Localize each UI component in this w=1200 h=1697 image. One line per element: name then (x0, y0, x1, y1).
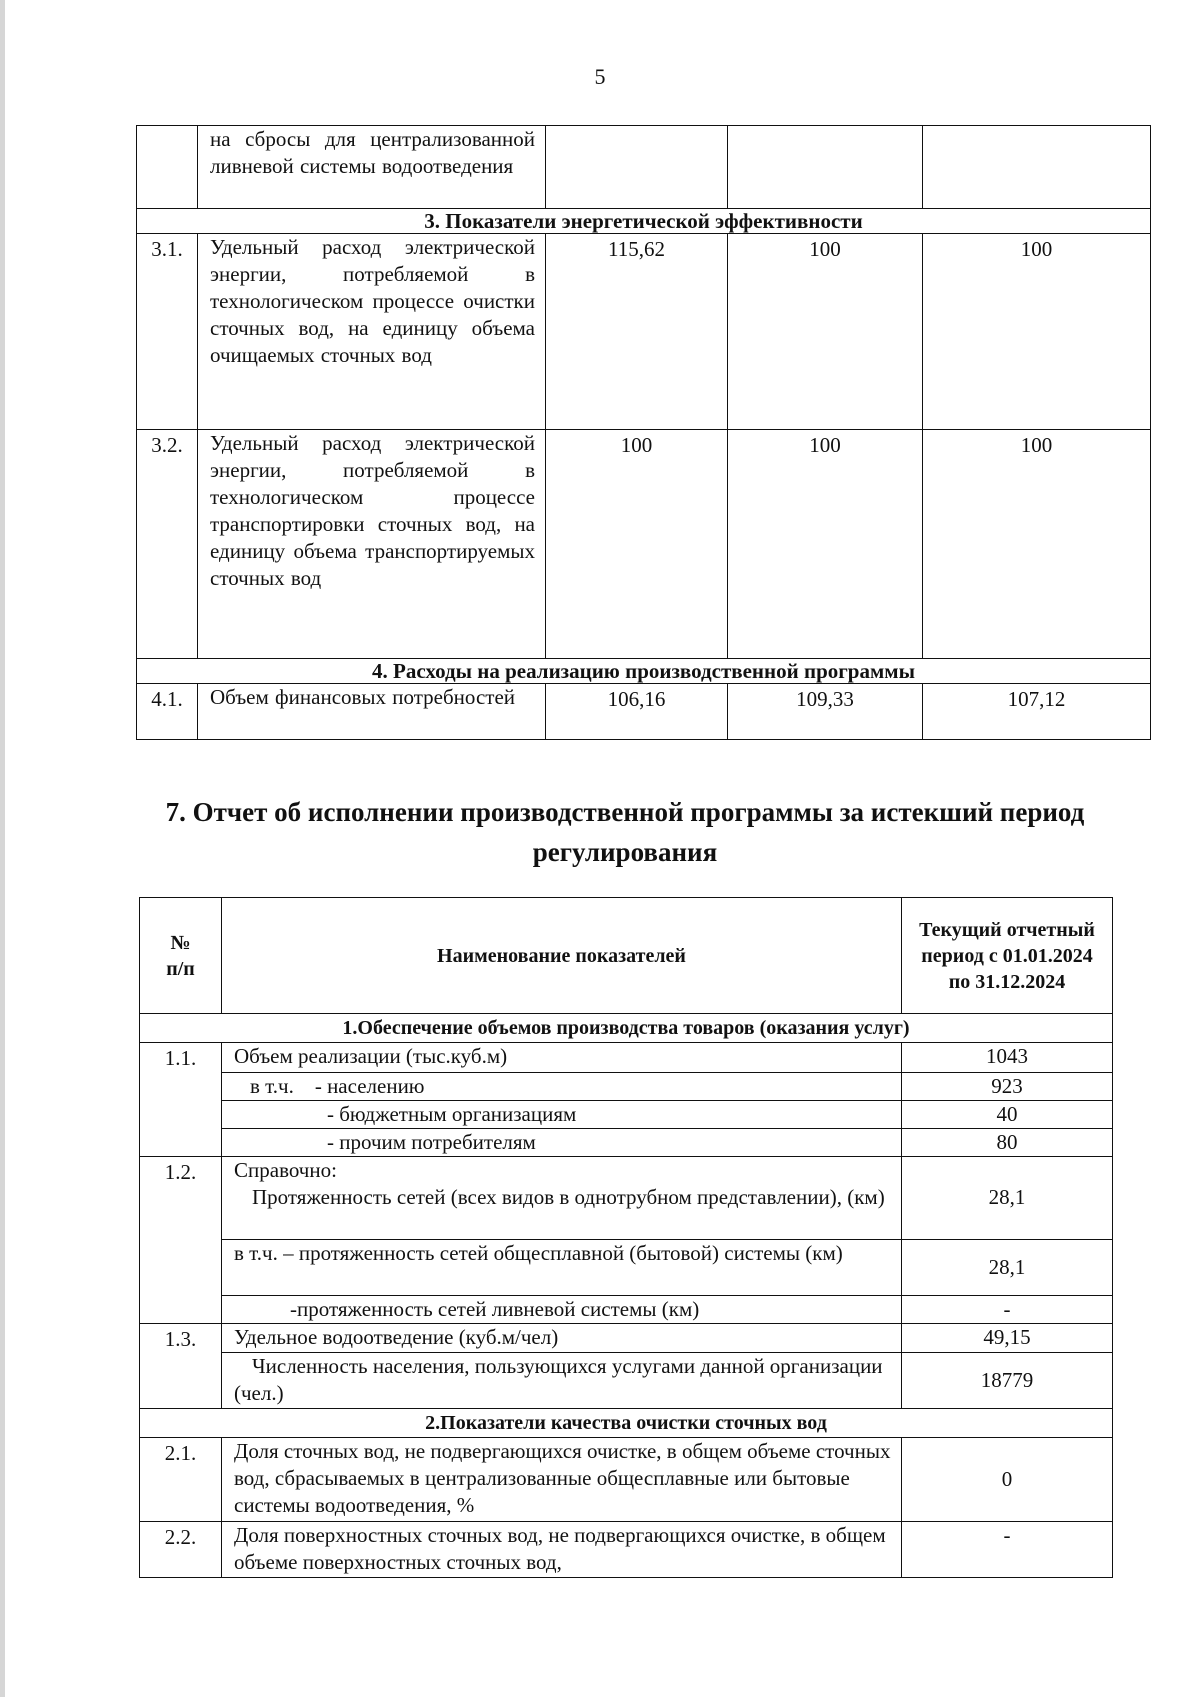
row-number-continuation (140, 1100, 222, 1128)
value-cell: 100 (923, 234, 1151, 430)
value-cell: 0 (902, 1438, 1113, 1522)
row-number: 3.1. (137, 234, 198, 430)
indicator-name: на сбросы для централизованной ливневой системы водоотведения (198, 126, 546, 209)
table-row (137, 684, 1151, 740)
indicator-name: в т.ч. – протяженность сетей общесплавной (бытовой) системы (км) (222, 1239, 902, 1295)
value-cell: 18779 (902, 1353, 1113, 1409)
table-row (140, 1156, 1113, 1239)
row-number: 2.2. (140, 1522, 222, 1578)
indicator-name-label: Справочно: (234, 1157, 337, 1182)
row-number-continuation (140, 1295, 222, 1323)
row-number: 1.1. (140, 1043, 222, 1073)
table-row (140, 1239, 1113, 1295)
value-cell: 100 (728, 234, 923, 430)
row-number: 1.2. (140, 1156, 222, 1239)
row-number-continuation (140, 1353, 222, 1409)
table-row (140, 1323, 1113, 1353)
indicator-name: -протяженность сетей ливневой системы (км) (222, 1295, 902, 1323)
row-number-continuation (140, 1128, 222, 1156)
indicator-name: Объем реализации (тыс.куб.м) (222, 1043, 902, 1073)
indicator-name: Численность населения, пользующихся услугами данной организации (чел.) (222, 1353, 902, 1409)
value-cell: 80 (902, 1128, 1113, 1156)
indicator-name-detail: Протяженность сетей (всех видов в однотрубном представлении), (км) (252, 1184, 885, 1209)
row-number: 1.3. (140, 1323, 222, 1353)
value-cell: - (902, 1295, 1113, 1323)
value-cell (546, 126, 728, 209)
header-name: Наименование показателей (222, 898, 902, 1014)
table-row (140, 1043, 1113, 1073)
row-number-continuation (140, 1239, 222, 1295)
header-number-text: № п/п (166, 931, 195, 980)
value-cell: 28,1 (902, 1156, 1113, 1239)
indicator-name: - прочим потребителям (222, 1128, 902, 1156)
value-cell: 107,12 (923, 684, 1151, 740)
value-cell: 923 (902, 1072, 1113, 1100)
value-cell: 106,16 (546, 684, 728, 740)
value-cell: 100 (546, 430, 728, 659)
indicator-name: Объем финансовых потребностей (198, 684, 546, 740)
table-row (140, 1128, 1113, 1156)
table-row (140, 1100, 1113, 1128)
value-cell: 1043 (902, 1043, 1113, 1073)
row-number (137, 126, 198, 209)
value-cell: 100 (728, 430, 923, 659)
scan-left-edge (0, 0, 5, 1697)
table-row (140, 1438, 1113, 1522)
row-number: 4.1. (137, 684, 198, 740)
indicator-name: Удельное водоотведение (куб.м/чел) (222, 1323, 902, 1353)
table-row (137, 234, 1151, 430)
section-title: 2.Показатели качества очистки сточных вод (140, 1409, 1113, 1438)
value-cell (923, 126, 1151, 209)
value-cell: 40 (902, 1100, 1113, 1128)
section-title: 1.Обеспечение объемов производства товаров (оказания услуг) (140, 1014, 1113, 1043)
value-cell: - (902, 1522, 1113, 1578)
header-period: Текущий отчетный период с 01.01.2024 по 31.12.2024 (902, 898, 1113, 1014)
section-title: 4. Расходы на реализацию производственной программы (137, 659, 1151, 684)
indicator-name: Удельный расход электрической энергии, потребляемой в технологическом процессе очистки сточных вод, на единицу объема очищаемых сточных вод (198, 234, 546, 430)
indicator-name: Удельный расход электрической энергии, потребляемой в технологическом процессе транспортировки сточных вод, на единицу объема транспортируемых сточных вод (198, 430, 546, 659)
value-cell: 49,15 (902, 1323, 1113, 1353)
section-row (140, 1409, 1113, 1438)
section-row (140, 1014, 1113, 1043)
header-row (140, 898, 1113, 1014)
header-number (140, 898, 222, 1014)
indicator-name: в т.ч. - населению (222, 1072, 902, 1100)
page-number: 5 (594, 64, 606, 89)
row-number: 2.1. (140, 1438, 222, 1522)
section-heading: 7. Отчет об исполнении производственной программы за истекший период регулирования (165, 797, 1085, 867)
table-row (137, 430, 1151, 659)
value-cell (728, 126, 923, 209)
value-cell: 109,33 (728, 684, 923, 740)
row-number: 3.2. (137, 430, 198, 659)
row-number-continuation (140, 1072, 222, 1100)
value-cell: 28,1 (902, 1239, 1113, 1295)
indicators-table-continued (136, 125, 1151, 740)
report-table (139, 897, 1113, 1578)
table-row (140, 1522, 1113, 1578)
indicator-name: - бюджетным организациям (222, 1100, 902, 1128)
section-row (137, 209, 1151, 234)
table-row (140, 1295, 1113, 1323)
indicator-name (222, 1156, 902, 1239)
value-cell: 115,62 (546, 234, 728, 430)
table-row (140, 1072, 1113, 1100)
section-title: 3. Показатели энергетической эффективности (137, 209, 1151, 234)
table-row (140, 1353, 1113, 1409)
value-cell: 100 (923, 430, 1151, 659)
indicator-name: Доля поверхностных сточных вод, не подвергающихся очистке, в общем объеме поверхностных сточных вод, (222, 1522, 902, 1578)
indicator-name: Доля сточных вод, не подвергающихся очистке, в общем объеме сточных вод, сбрасываемых в централизованные общесплавные или бытовые системы водоотведения, % (222, 1438, 902, 1522)
table-row (137, 126, 1151, 209)
section-row (137, 659, 1151, 684)
